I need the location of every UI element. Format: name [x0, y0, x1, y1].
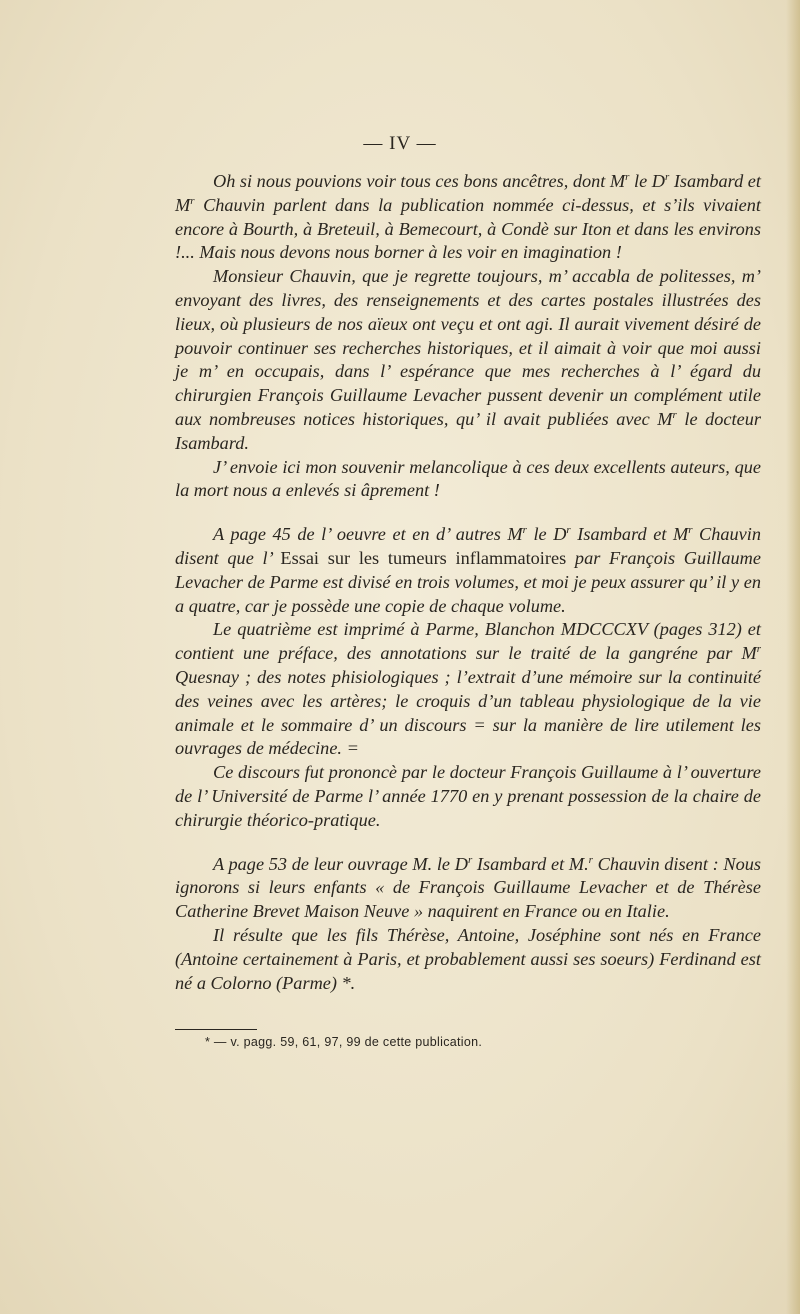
footnote: * — v. pagg. 59, 61, 97, 99 de cette publication.	[205, 1035, 483, 1049]
paragraph: A page 53 de leur ouvrage M. le $D^r$ Isambard et M.$^r$ Chauvin disent : Nous ignorons si leurs enfants « de François Guillaume Levacher et de Thérèse Catherine Brevet Maison Neuve » naquirent en France ou en Italie.	[175, 853, 761, 922]
paragraph: Ce discours fut prononcè par le docteur François Guillaume à l’ ouverture de l’ Université de Parme l’ année 1770 en y prenant possession de la chaire de chirurgie théorico-pratique.	[175, 762, 761, 830]
paragraph: Monsieur Chauvin, que je regrette toujours, m’ accabla de politesses, m’ envoyant des livres, des renseignements et des cartes postales illustrées des lieux, où plusieurs de nos aïeux ont veçu et ont agi. Il aurait vivement désiré de pouvoir continuer ses recherches historiques, et il aimait à voir que moi aussi je m’ en occupais, dans l’ espérance que mes recherches à l’ égard du chirurgien François Guillaume Levacher pussent devenir un complément utile aux nombreuses notices historiques, qu’ il avait publiées avec $M^r$ le docteur Isambard.	[175, 266, 761, 453]
page-edge-shadow	[786, 0, 800, 1314]
paragraph: J’ envoie ici mon souvenir melancolique à ces deux excellents auteurs, que la mort nous a enlevés si âprement !	[175, 456, 761, 501]
paragraph: Oh si nous pouvions voir tous ces bons ancêtres, dont $M^r$ le $D^r$ Isambard et $M^r$ Chauvin parlent dans la publication nommée ci-dessus, et s’ils vivaient encore à Bourth, à Breteuil, à Bemecourt, à Condè sur Iton et dans les environs !... Mais nous devons nous borner à les voir en imagination !	[175, 170, 761, 263]
body-text	[175, 170, 761, 995]
page-number: — IV —	[363, 133, 437, 154]
paragraph: A page 45 de l’ oeuvre et en d’ autres $M^r$ le $D^r$ Isambard et $M^r$ Chauvin disent que l’ Essai sur les tumeurs inflammatoires par François Guillaume Levacher de Parme est divisé en trois volumes, et moi je peux assurer qu’ il y en a quatre, car je possède une copie de chaque volume.	[175, 524, 761, 616]
paragraph: Le quatrième est imprimé à Parme, Blanchon MDCCCXV (pages 312) et contient une préface, des annotations sur le traité de la gangréne par $M^r$ Quesnay ; des notes phisiologiques ; l’extrait d’une mémoire sur la continuité des veines avec les artères; le croquis d’un tableau physiologique de la vie animale et le sommaire d’ un discours = sur la manière de lire utilement les ouvrages de médecine. =	[175, 619, 761, 759]
paragraph: Il résulte que les fils Thérèse, Antoine, Joséphine sont nés en France (Antoine certainement à Paris, et probablement aussi ses soeurs) Ferdinand est né a Colorno (Parme) *.	[175, 924, 761, 993]
footnote-rule	[175, 1029, 257, 1030]
